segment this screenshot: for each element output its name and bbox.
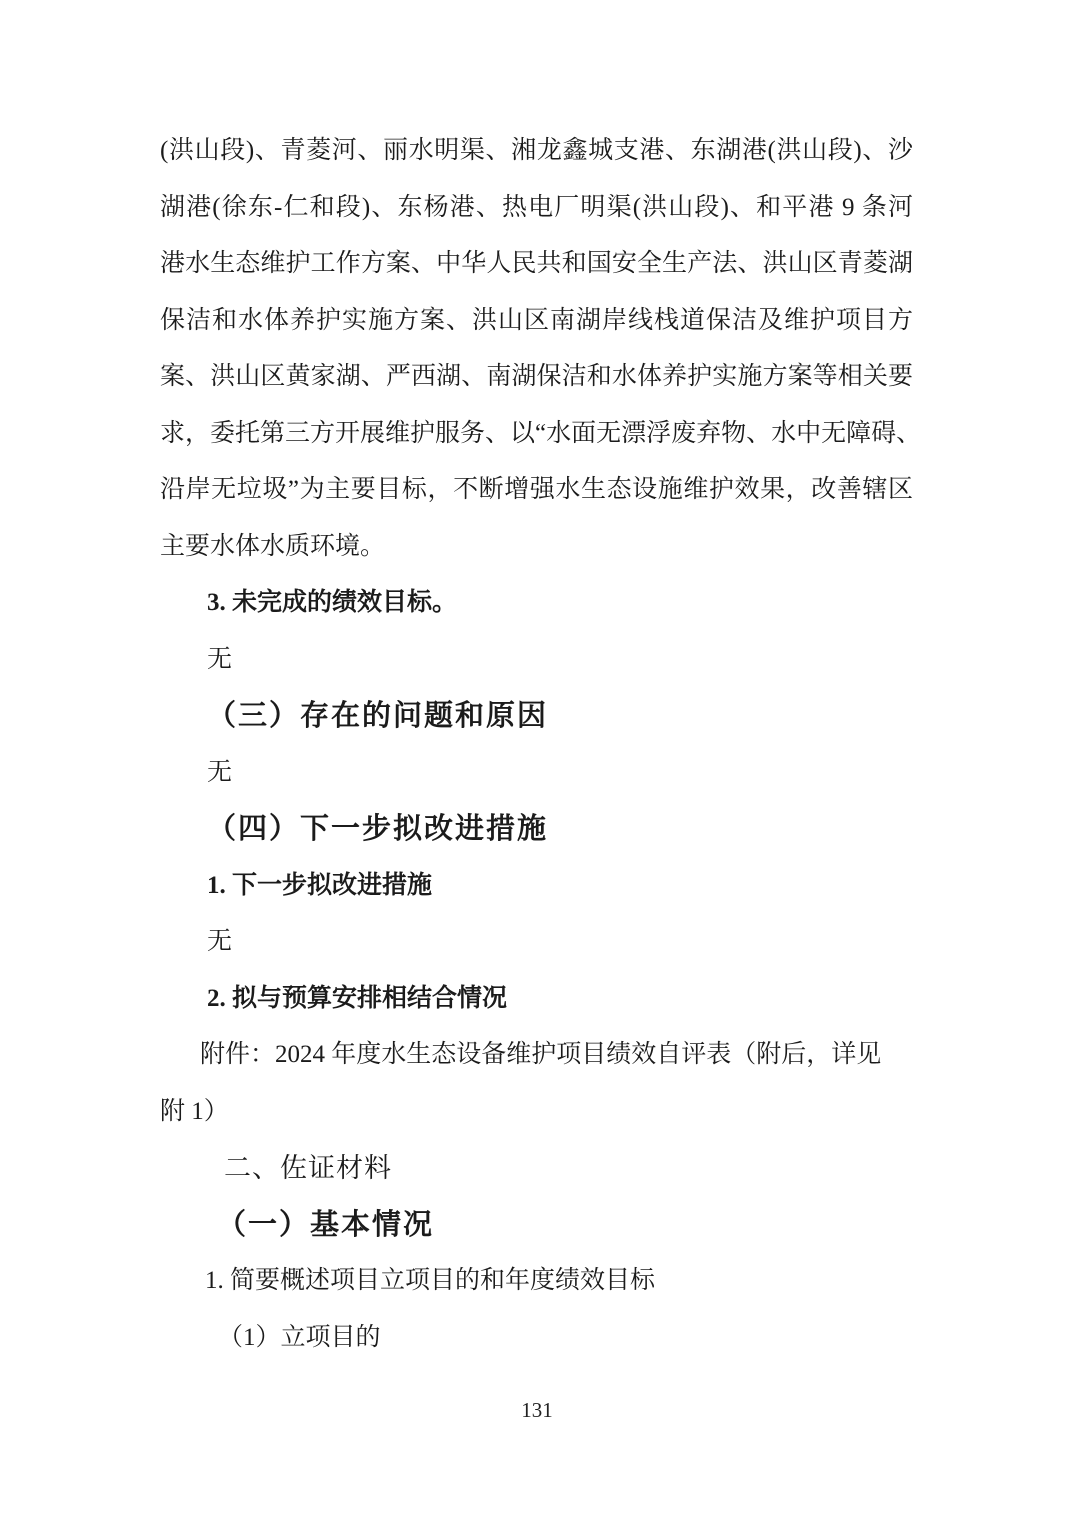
- heading-evidence-materials: 二、佐证材料: [224, 1153, 392, 1183]
- project-purpose-item: （1）立项目的: [218, 1323, 381, 1351]
- page-number: 131: [521, 1398, 553, 1422]
- body-paragraph-line-8: 主要水体水质环境。: [160, 532, 386, 560]
- body-paragraph-line-6: 求，委托第三方开展维护服务、以“水面无漂浮废弃物、水中无障碍、: [160, 419, 922, 447]
- body-paragraph-line-5: 案、洪山区黄家湖、严西湖、南湖保洁和水体养护实施方案等相关要: [160, 363, 913, 390]
- heading-problems-and-causes: （三）存在的问题和原因: [207, 700, 549, 732]
- basic-overview-item: 1. 简要概述项目立项目的和年度绩效目标: [205, 1267, 656, 1294]
- body-paragraph-line-2: 湖港(徐东-仁和段)、东杨港、热电厂明渠(洪山段)、和平港 9 条河: [160, 193, 913, 221]
- heading-unfinished-goals: 3. 未完成的绩效目标。: [207, 589, 458, 616]
- attachment-note-line-1: 附件：2024 年度水生态设备维护项目绩效自评表（附后，详见: [200, 1041, 882, 1068]
- problems-value: 无: [207, 758, 233, 786]
- unfinished-goals-value: 无: [207, 645, 233, 673]
- heading-budget-combination: 2. 拟与预算安排相结合情况: [207, 984, 508, 1012]
- heading-basic-information: （一）基本情况: [217, 1208, 435, 1241]
- document-body: [160, 123, 922, 1366]
- heading-next-step-measures: （四）下一步拟改进措施: [207, 813, 549, 845]
- body-paragraph-line-1: (洪山段)、青菱河、丽水明渠、湘龙鑫城支港、东湖港(洪山段)、沙: [160, 137, 913, 164]
- body-paragraph-line-7: 沿岸无垃圾”为主要目标，不断增强水生态设施维护效果，改善辖区: [160, 476, 913, 503]
- attachment-note-line-2: 附 1）: [160, 1097, 229, 1125]
- heading-improvement-item: 1. 下一步拟改进措施: [207, 871, 433, 899]
- improvement-value: 无: [207, 928, 233, 955]
- body-paragraph-line-3: 港水生态维护工作方案、中华人民共和国安全生产法、洪山区青菱湖: [160, 250, 913, 277]
- body-paragraph-line-4: 保洁和水体养护实施方案、洪山区南湖岸线栈道保洁及维护项目方: [160, 306, 913, 334]
